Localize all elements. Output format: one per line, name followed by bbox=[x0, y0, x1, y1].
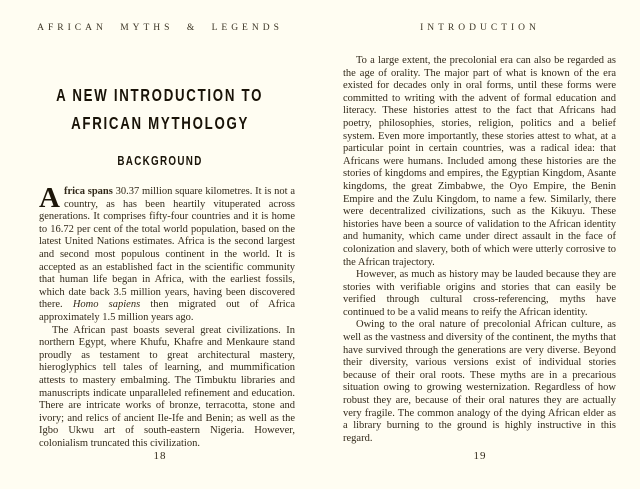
chapter-title-text-2: AFRICAN MYTHOLOGY bbox=[71, 113, 249, 134]
paragraph-segment: To a large extent, the precolonial era can also be regarded as the age of orality. The major part of what is known of the era existed for decades only in oral forms, until these forms were committed to writing with the advent of formal education and literacy. These histories attest to the fact that Africans had poetry, philosophies, stories, religion, politics and a belief system. Even more importantly, these stories attest to what, at a particular point in certain countries, was a radical idea: that Africans were humans. Included among these histories are the stories of kingdoms and empires, the Egyptian Kingdom, Asante kingdoms, the great Zimbabwe, the Oyo Empire, the Benin Empire and the Zulu Kingdom, to name a few. Similarly, there were decentralized civilizations, such as the Kikuyu. These histories have been a source of validation to the African identity and humanity, which came under direct assault in the face of colonization and slavery, both of which were utterly corrosive to the African trajectory. bbox=[343, 55, 616, 268]
page-number-left: 18 bbox=[153, 450, 167, 462]
right-page bbox=[320, 0, 640, 489]
paragraph-segment: frica spans bbox=[63, 186, 113, 197]
paragraph-segment: 30.37 million square kilometres. It is not a country, as has been heartily vituperated across generations. It comprises fifty-four countries and it is home to 16.72 per cent of the total world population, based on the latest United Nations estimates. Africa is the second largest and second most populous continent in the world. It is accepted as an established fact in the scientific community that human life began in Africa, with the earliest fossils, which date back 3.5 million years, having been discovered there. bbox=[39, 186, 295, 311]
paragraph-segment: then migrated out of Africa approximately 1.5 million years ago. bbox=[39, 299, 295, 323]
chapter-front-matter bbox=[39, 0, 295, 186]
dropcap-letter: A bbox=[39, 182, 60, 214]
paragraph-segment: However, as much as history may be lauded because they are stories with verifiable origins and stories that can easily be verified through cultural cross-referencing, myths have continued to be a valid means to reify the African identity. bbox=[343, 269, 616, 318]
body-paragraph bbox=[39, 325, 295, 451]
running-head-right: INTRODUCTION bbox=[420, 23, 540, 33]
body-paragraph bbox=[343, 319, 616, 445]
chapter-title-line-2 bbox=[0, 114, 320, 134]
body-paragraph bbox=[343, 55, 616, 269]
right-page-body bbox=[343, 0, 616, 445]
paragraph-segment: Owing to the oral nature of precolonial African culture, as well as the vastness and diversity of the continent, the myths that have survived through the generations are very diverse. Beyond their diversity, various versions exist of individual stories because of their oral roots. These myths are in a precarious situation owing to growing westernization. Regardless of how robust they are, because of their oral natures they are actually very fragile. The common analogy of the dying African elder as a library burning to the ground is highly instructive in this regard. bbox=[343, 319, 616, 444]
page-number-right: 19 bbox=[473, 450, 487, 462]
chapter-title-line-1 bbox=[0, 86, 320, 106]
left-page-body bbox=[39, 182, 295, 450]
paragraph-segment: The African past boasts several great civilizations. In northern Egypt, where Khufu, Khafre and Menkaure stand proudly as testament to great architectural mastery, hieroglyphics tell tales of learning, and mummification attests to mastery embalming. The Timbuktu libraries and manuscripts indicate unparalleled refinement and education. There are intricate works of bronze, terracotta, stone and ivory; and relics of ancient Ile-Ife and Benin; as well as the Igbo Ukwu art of south-eastern Nigeria. However, colonialism truncated this civilization. bbox=[39, 324, 295, 449]
running-head-left: AFRICAN MYTHS & LEGENDS bbox=[37, 23, 283, 33]
section-heading bbox=[0, 154, 320, 168]
section-heading-text: BACKGROUND bbox=[117, 153, 203, 169]
chapter-title-text-1: A NEW INTRODUCTION TO bbox=[56, 85, 264, 106]
paragraph-segment: Homo sapiens bbox=[72, 299, 141, 311]
body-paragraph bbox=[343, 269, 616, 319]
body-paragraph bbox=[39, 182, 295, 325]
